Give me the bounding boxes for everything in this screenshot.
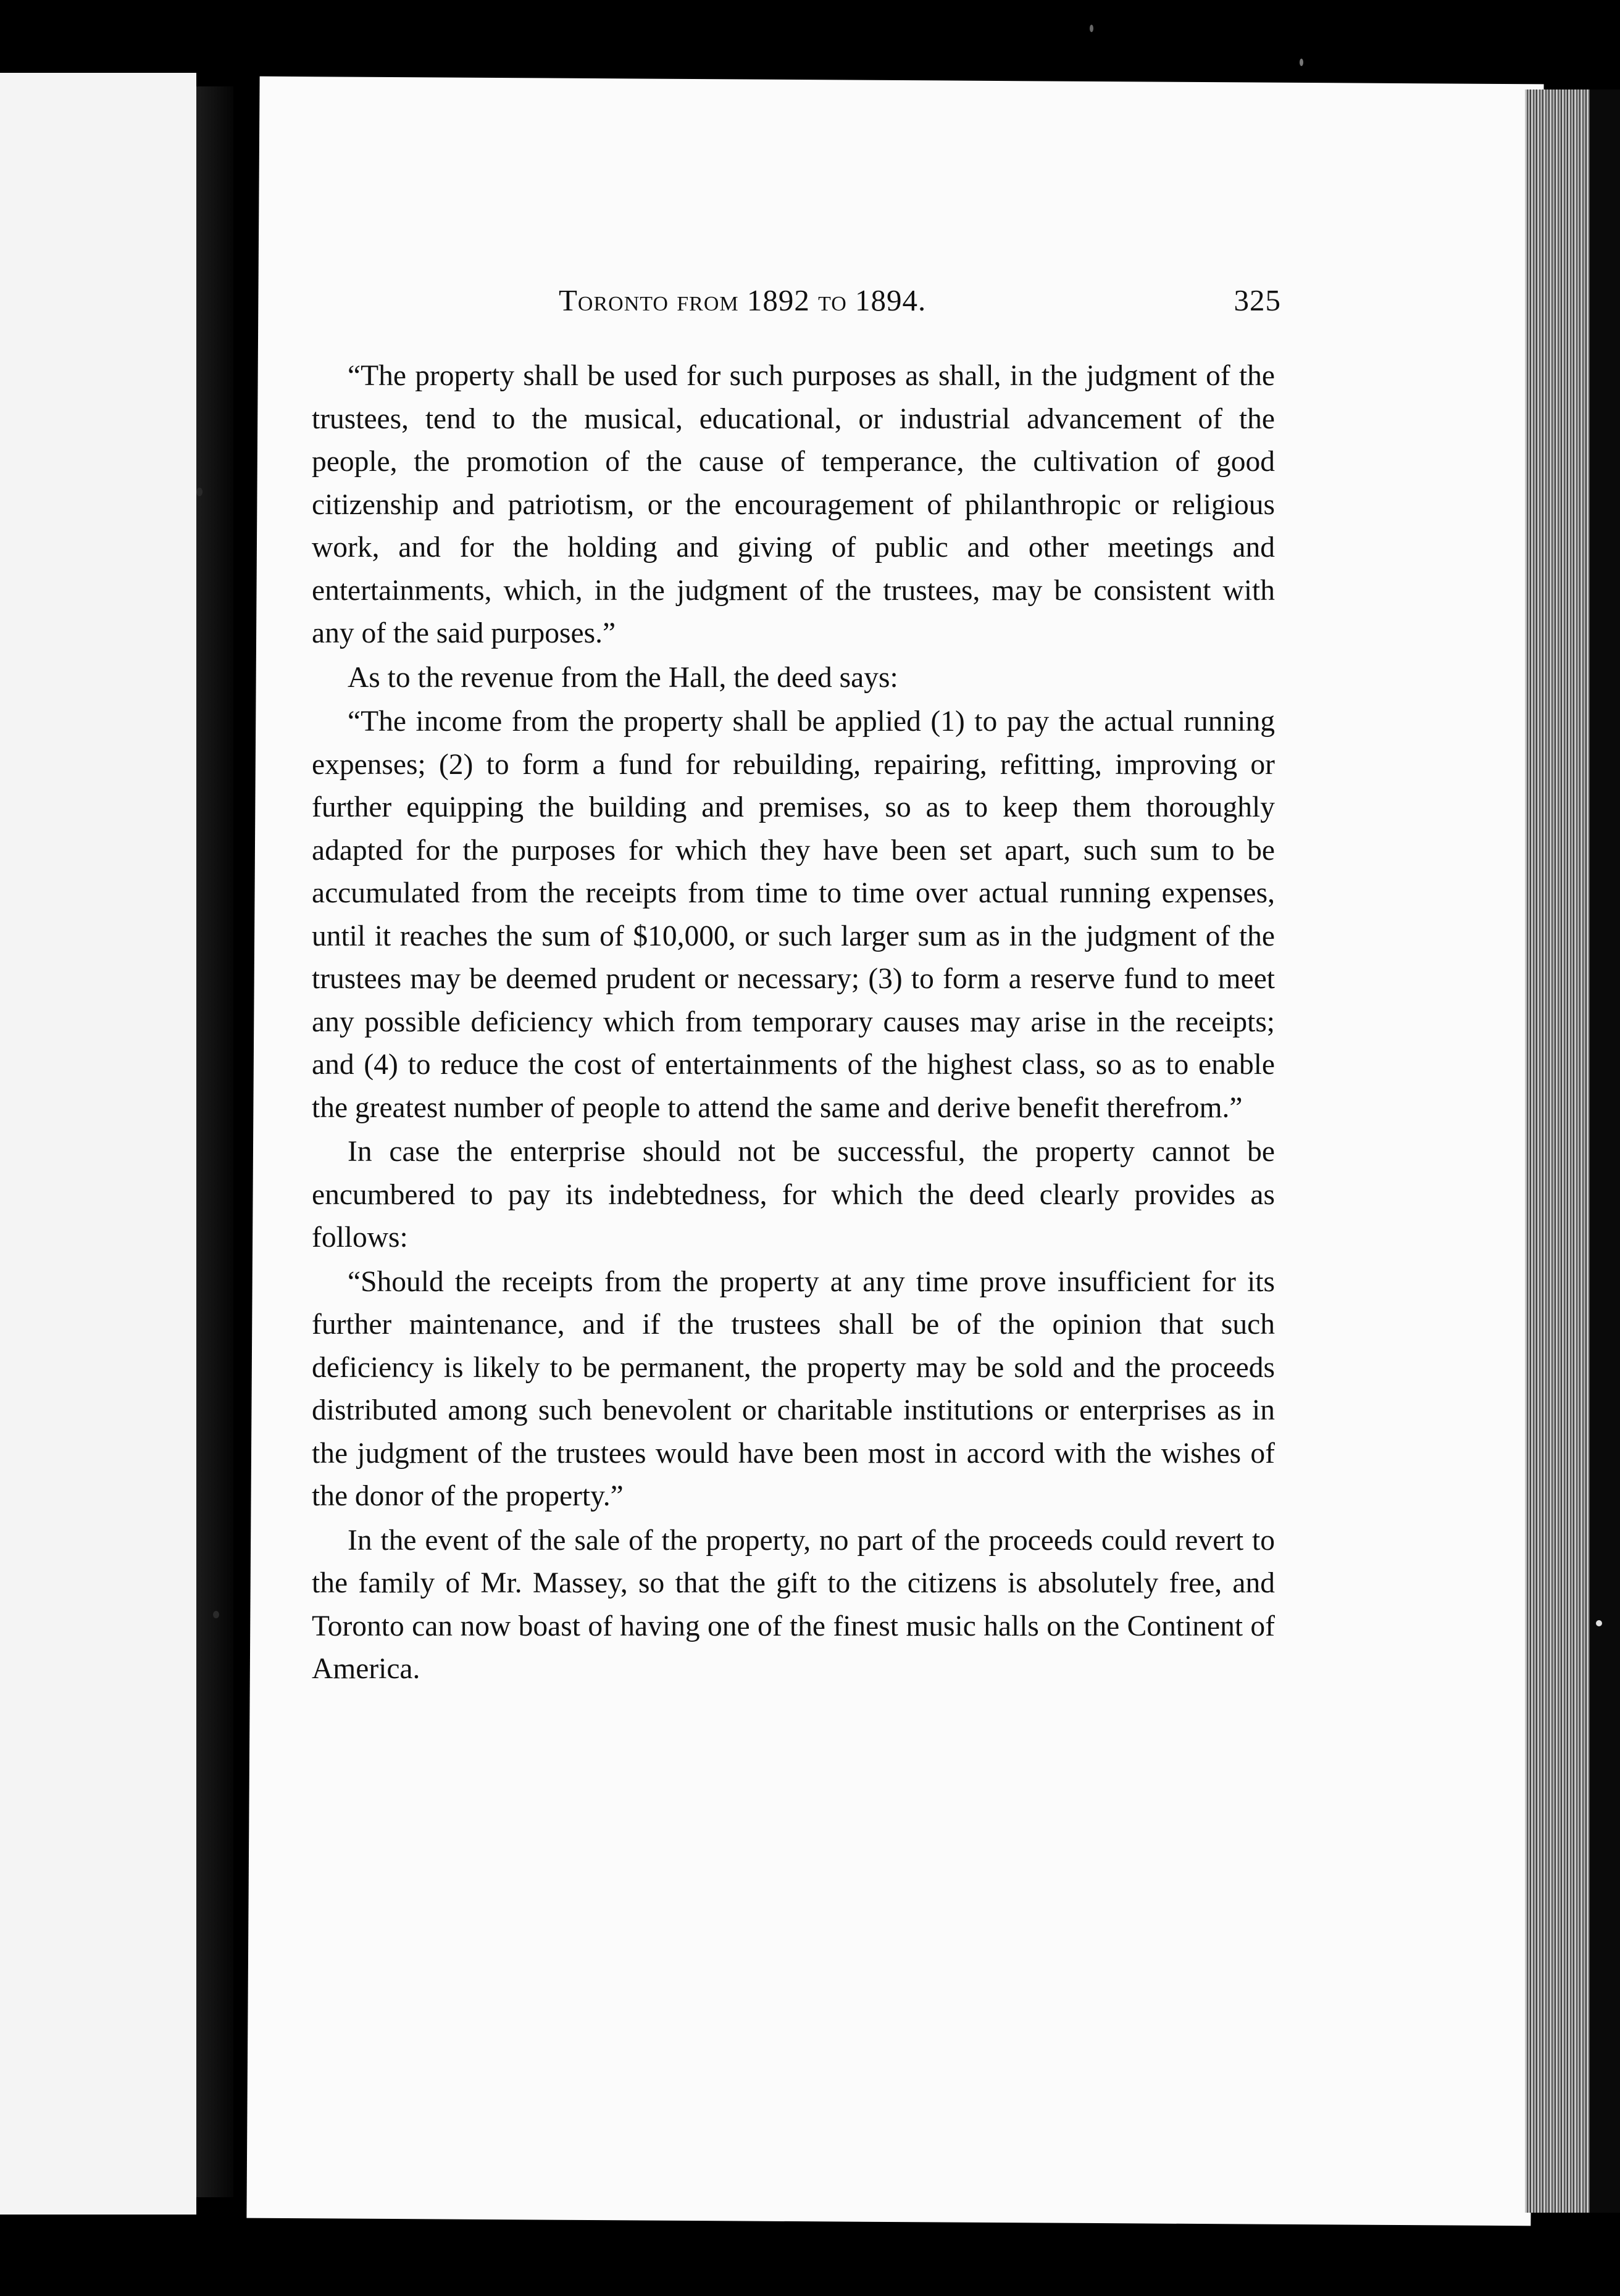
left-page-fragment <box>0 73 196 2215</box>
paragraph-property-purposes: “The property shall be used for such purposes as shall, in the judgment of the trustees, tend to the musical, educational, or industrial advancement of the people, the promotion of the cause of temperance, the cultivation of good citizenship and patriotism, or the encouragement of philanthropic or religious work, and for the holding and giving of public and other meetings and entertainments, which, in the judgment of the trustees, may be consistent with any of the said purposes.” <box>312 360 1275 649</box>
scan-speck <box>1596 1620 1602 1626</box>
page-stack-edge <box>1525 89 1590 2213</box>
page-body <box>312 355 1275 1691</box>
paragraph-conclusion: In the event of the sale of the property, no part of the proceeds could revert to the family of Mr. Massey, so that the gift to the citizens is absolutely free, and Toronto can now boast of having one of the finest music halls on the Continent of America. <box>312 1524 1275 1685</box>
page-number: 325 <box>1234 283 1281 317</box>
page-header <box>318 283 1281 326</box>
paragraph-income-clause: “The income from the property shall be applied (1) to pay the actual running expenses; (2) to form a fund for rebuilding, repairing, refitting, improving or further equipping the building and premises, so as to keep them thoroughly adapted for the purposes for which they have been set apart, such sum to be accumulated from the receipts from time to time over actual running expenses, until it reaches the sum of $10,000, or such larger sum as in the judgment of the trustees may be deemed prudent or necessary; (3) to form a reserve fund to meet any possible deficiency which from temporary causes may arise in the receipts; and (4) to reduce the cost of entertainments of the highest class, so as to enable the greatest number of people to attend the same and derive benefit therefrom.” <box>312 705 1275 1124</box>
scan-speck <box>1300 59 1303 66</box>
scan-speck <box>1090 25 1093 32</box>
paragraph-revenue-intro: As to the revenue from the Hall, the deed says: <box>348 661 898 694</box>
scan-speck <box>213 1611 219 1618</box>
paragraph-sale-clause: “Should the receipts from the property at any time prove insufficient for its further maintenance, and if the trustees shall be of the opinion that such deficiency is likely to be permanent, the property may be sold and the proceeds distributed among such benevolent or charitable institutions or enterprises as in the judgment of the trustees would have been most in accord with the wishes of the donor of the property.” <box>312 1265 1275 1512</box>
scan-speck <box>196 488 203 496</box>
running-head: Toronto from 1892 to 1894. <box>559 283 927 317</box>
book-gutter <box>196 86 233 2197</box>
paragraph-encumbrance: In case the enterprise should not be successful, the property cannot be encumbered to pay its indebtedness, for which the deed clearly provides as follows: <box>312 1136 1275 1254</box>
scan-background <box>1590 89 1620 2213</box>
